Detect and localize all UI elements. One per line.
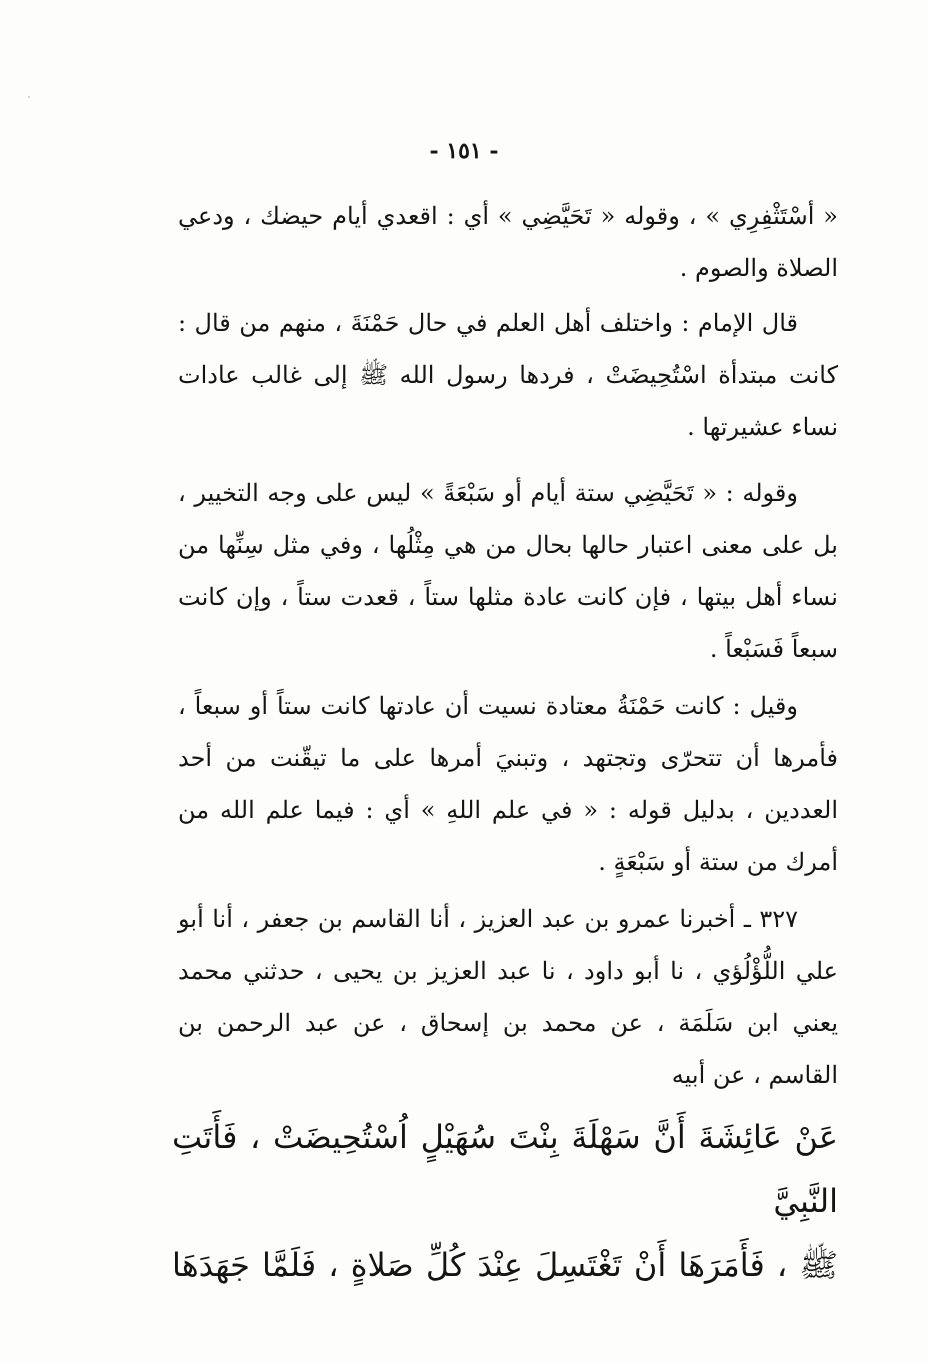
scan-speck xyxy=(28,96,30,98)
paragraph-3 xyxy=(178,467,838,675)
page-number: - ١٥١ - xyxy=(429,138,499,164)
hadith-line-2: ﷺ ، فَأَمَرَهَا أَنْ تَغْتَسِلَ عِنْدَ كُلِّ صَلاةٍ ، فَلَمَّا جَهَدَهَا xyxy=(172,1246,838,1284)
paragraph-1 xyxy=(178,190,838,294)
paragraph-5-isnad xyxy=(178,893,838,1101)
paragraph-4 xyxy=(178,680,838,888)
paragraph-text: ٣٢٧ ـ أخبرنا عمرو بن عبد العزيز ، أنا القاسم بن جعفر ، أنا أبو علي اللُّؤْلُؤي ، نا أبو داود ، نا عبد العزيز بن يحيى ، حدثني محمد يعني ابن سَلَمَة ، عن محمد بن إسحاق ، عن عبد الرحمن بن القاسم ، عن أبيه xyxy=(178,905,838,1089)
paragraph-2 xyxy=(178,297,838,453)
paragraph-text: قال الإمام : واختلف أهل العلم في حال حَمْنَةَ ، منهم من قال : كانت مبتدأة اسْتُحِيضَتْ ، فردها رسول الله ﷺ إلى غالب عادات نساء عشيرتها . xyxy=(178,309,838,441)
hadith-line-1: عَنْ عَائِشَةَ أَنَّ سَهْلَةَ بِنْتَ سُهَيْلٍ اُسْتُحِيضَتْ ، فَأَتَتِ النَّبِيَّ xyxy=(172,1118,838,1220)
paragraph-text: « أسْتَثْفِرِي » ، وقوله « تَحَيَّضِي » أي : اقعدي أيام حيضك ، ودعي الصلاة والصوم . xyxy=(178,202,838,282)
paragraph-text: وقوله : « تَحَيَّضِي ستة أيام أو سَبْعَةً » ليس على وجه التخيير ، بل على معنى اعتبار حالها بحال من هي مِثْلُها ، وفي مثل سِنِّها من نساء أهل بيتها ، فإن كانت عادة مثلها ستاً ، قعدت ستاً ، وإن كانت سبعاً فَسَبْعاً . xyxy=(178,479,838,663)
hadith-text xyxy=(172,1105,838,1297)
paragraph-text: وقيل : كانت حَمْنَةُ معتادة نسيت أن عادتها كانت ستاً أو سبعاً ، فأمرها أن تتحرّى وتجتهد ، وتبنيَ أمرها على ما تيقّنت من أحد العددين ، بدليل قوله : « في علم اللهِ » أي : فيما علم الله من أمرك من ستة أو سَبْعَةٍ . xyxy=(178,692,838,876)
